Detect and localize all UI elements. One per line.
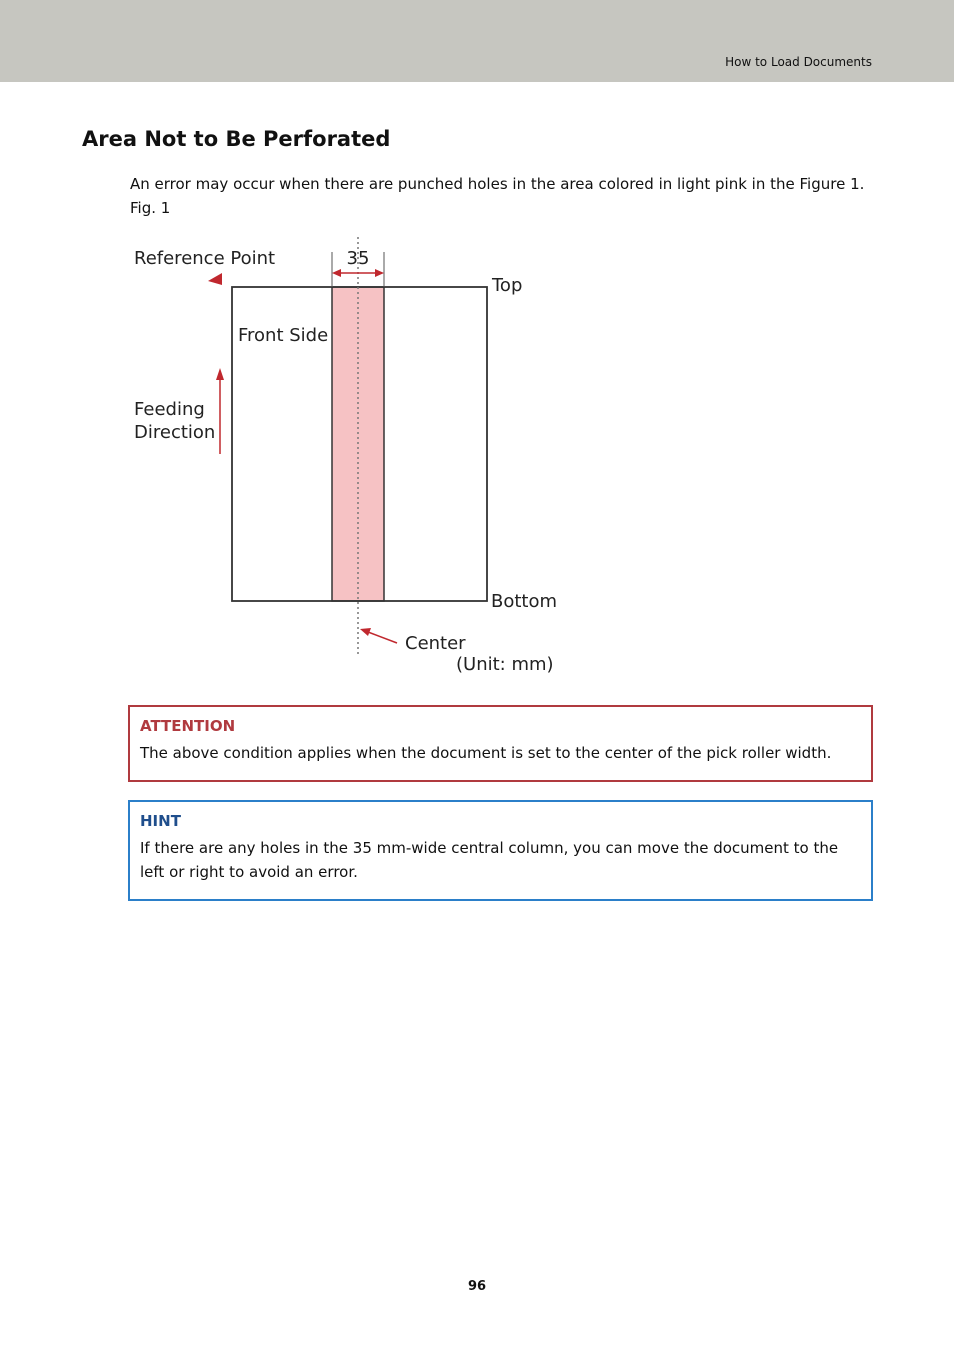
attention-text: The above condition applies when the document is set to the center of the pick roller width. — [140, 744, 832, 762]
hint-title: HINT — [140, 812, 181, 830]
attention-box — [128, 705, 873, 782]
front-side-label: Front Side — [238, 325, 329, 346]
hint-box — [128, 800, 873, 901]
perforation-figure — [120, 232, 580, 682]
feeding-label: Feeding — [134, 399, 205, 420]
figure-caption: Fig. 1 — [130, 199, 171, 217]
unit-label: (Unit: mm) — [456, 654, 554, 675]
page-number: 96 — [467, 1279, 487, 1294]
center-pointer-arrow — [368, 632, 397, 643]
intro-paragraph — [130, 172, 864, 220]
width-value-label: 35 — [346, 248, 370, 269]
attention-title: ATTENTION — [140, 717, 236, 735]
reference-point-marker — [208, 273, 222, 285]
section-title: How to Load Documents — [725, 55, 872, 69]
center-pointer-head — [360, 628, 371, 636]
top-label: Top — [492, 275, 523, 296]
dimension-arrow-right — [375, 269, 384, 277]
dimension-arrow-left — [332, 269, 341, 277]
page-title: Area Not to Be Perforated — [82, 127, 391, 151]
bottom-label: Bottom — [491, 591, 558, 612]
hint-text: If there are any holes in the 35 mm-wide central column, you can move the document to the left or right to avoid an error. — [140, 839, 839, 881]
center-label: Center — [405, 633, 466, 654]
header-bar — [0, 0, 954, 82]
feeding-arrowhead — [216, 368, 224, 380]
intro-text: An error may occur when there are punched holes in the area colored in light pink in the Figure 1. — [130, 175, 865, 193]
reference-point-label: Reference Point — [134, 248, 276, 269]
direction-label: Direction — [134, 422, 216, 443]
